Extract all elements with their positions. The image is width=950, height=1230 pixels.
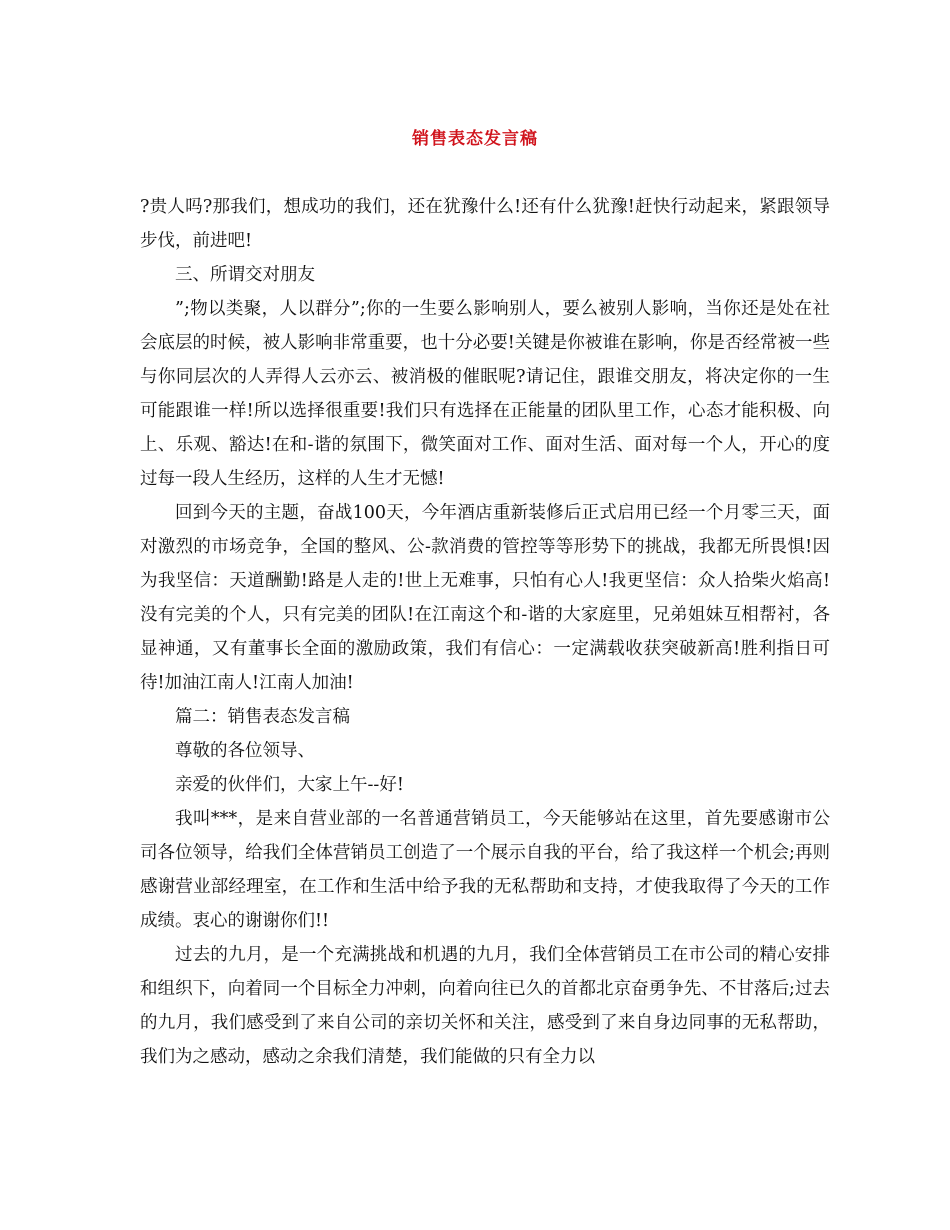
section-heading-part-two: 篇二：销售表态发言稿 [175,707,350,727]
paragraph-8: 我叫***，是来自营业部的一名普通营销员工，今天能够站在这里，首先要感谢市公司各位领导，给我们全体营销员工创造了一个展示自我的平台，给了我这样一个机会;再则感谢营业部经理室，在工作和生活中给予我的无私帮助和支持，才使我取得了今天的工作成绩。衷心的谢谢你们!! [140,809,830,931]
paragraph-1: ?贵人吗?那我们，想成功的我们，还在犹豫什么!还有什么犹豫!赶快行动起来，紧跟领导步伐，前进吧! [140,197,830,251]
salutation-leaders: 尊敬的各位领导、 [175,741,315,761]
document-title: 销售表态发言稿 [412,129,538,149]
salutation-partners: 亲爱的伙伴们，大家上午--好! [175,775,404,795]
paragraph-3: ”;物以类聚，人以群分”;你的一生要么影响别人，要么被别人影响，当你还是处在社会底层的时候，被人影响非常重要，也十分必要!关键是你被谁在影响，你是否经常被一些与你同层次的人弄得人云亦云、被消极的催眠呢?请记住，跟谁交朋友，将决定你的一生可能跟谁一样!所以选择很重要!我们只有选择在正能量的团队里工作，心态才能积极、向上、乐观、豁达!在和-谐的氛围下，微笑面对工作、面对生活、面对每一个人，开心的度过每一段人生经历，这样的人生才无憾! [140,299,830,489]
section-heading-three: 三、所谓交对朋友 [175,265,315,285]
paragraph-9: 过去的九月，是一个充满挑战和机遇的九月，我们全体营销员工在市公司的精心安排和组织下，向着同一个目标全力冲刺，向着向往已久的首都北京奋勇争先、不甘落后;过去的九月，我们感受到了来自公司的亲切关怀和关注，感受到了来自身边同事的无私帮助，我们为之感动，感动之余我们清楚，我们能做的只有全力以 [140,945,830,1067]
paragraph-4: 回到今天的主题，奋战100天，今年酒店重新装修后正式启用已经一个月零三天，面对激烈的市场竞争，全国的整风、公-款消费的管控等等形势下的挑战，我都无所畏惧!因为我坚信：天道酬勤!路是人走的!世上无难事，只怕有心人!我更坚信：众人拾柴火焰高!没有完美的个人，只有完美的团队!在江南这个和-谐的大家庭里，兄弟姐妹互相帮衬，各显神通，又有董事长全面的激励政策，我们有信心：一定满载收获突破新高!胜利指日可待!加油江南人!江南人加油! [140,503,830,693]
document-body [140,190,830,1074]
